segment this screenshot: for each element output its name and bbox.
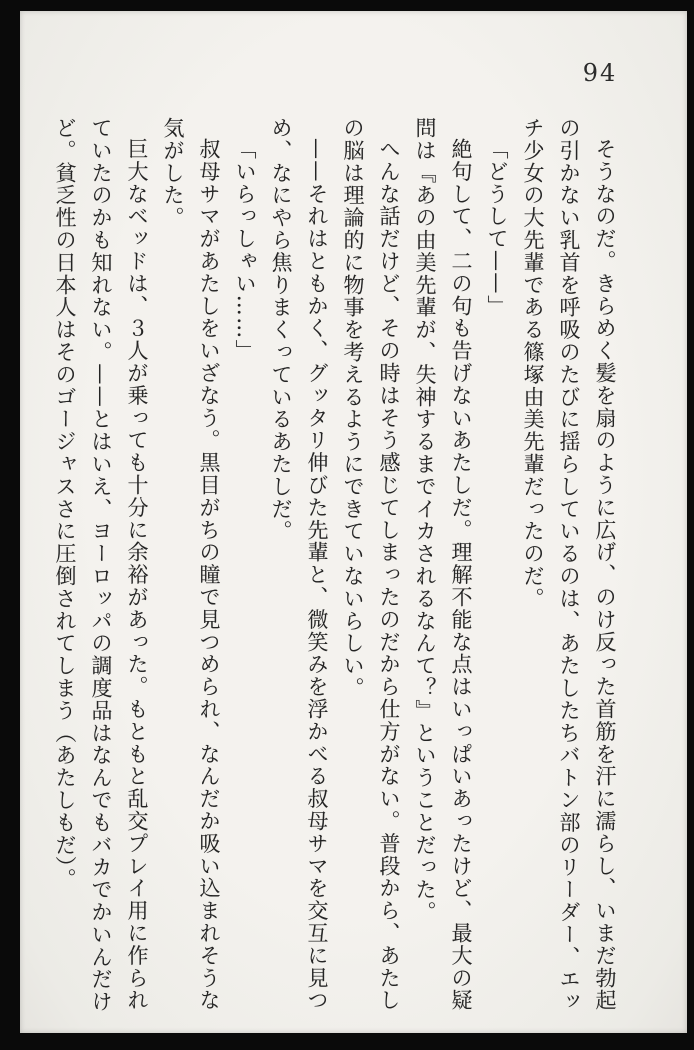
page-number: 94: [582, 59, 618, 87]
book-page: [20, 11, 687, 1033]
paragraph: 「どうして——」: [485, 138, 509, 318]
paragraph: そうなのだ。きらめく髪を扇のように広げ、のけ反った首筋を汗に濡らし、いまだ勃起の引かない乳首を呼吸のたびに揺らしているのは、あたしたちバトン部のリーダー、エッチ少女の大先輩である篠塚由美先輩だったのだ。: [521, 117, 617, 1013]
paragraph: 巨大なベッドは、３人が乗っても十分に余裕があった。もともと乱交プレイ用に作られていたのかも知れない。——とはいえ、ヨーロッパの調度品はなんでもバカでかいんだけど。貧乏性の日本人はそのゴージャスさに圧倒されてしまう（あたしもだ）。: [53, 117, 149, 1013]
paragraph: へんな話だけど、その時はそう感じてしまったのだから仕方がない。普段から、あたしの脳は理論的に物事を考えるようにできていないらしい。: [341, 117, 401, 1012]
page-text: [47, 117, 623, 1017]
paragraph: 叔母サマがあたしをいざなう。黒目がちの瞳で見つめられ、なんだか吸い込まれそうな気がした。: [161, 117, 221, 1012]
paragraph: 絶句して、二の句も告げないあたしだ。理解不能な点はいっぱいあったけど、最大の疑問は『あの由美先輩が、失神するまでイカされるなんて？』ということだった。: [413, 117, 473, 1012]
paragraph: 「いらっしゃい……」: [233, 138, 257, 362]
paragraph: ——それはともかく、グッタリ伸びた先輩と、微笑みを浮かべる叔母サマを交互に見つめ、なにやら焦りまくっているあたしだ。: [269, 117, 329, 1012]
